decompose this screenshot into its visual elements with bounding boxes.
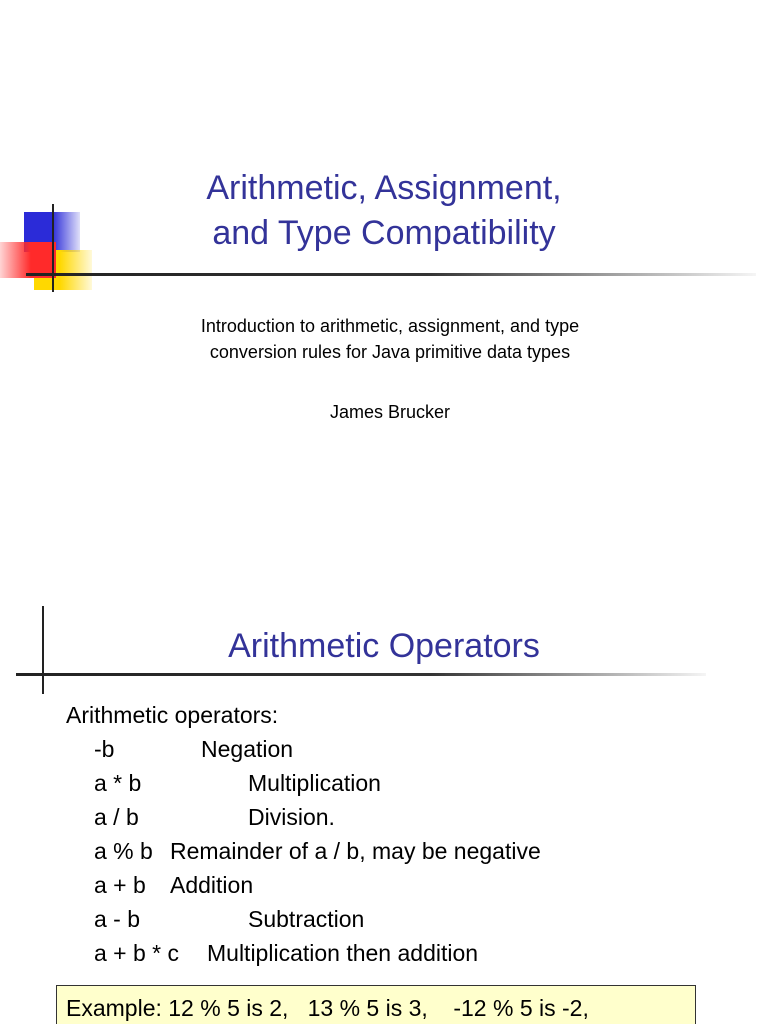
operator-expression: a + b (94, 872, 146, 898)
title-line-2: and Type Compatibility (212, 214, 556, 252)
operator-expression: a * b (94, 770, 142, 796)
arithmetic-operators-slide (0, 560, 768, 1024)
title-underline (16, 673, 706, 676)
subtitle-line-2: conversion rules for Java primitive data types (209, 342, 571, 362)
slide-title: Arithmetic Operators (228, 627, 540, 665)
author-name: James Brucker (329, 402, 451, 422)
title-line-1: Arithmetic, Assignment, (206, 169, 562, 207)
example-text: Example: 12 % 5 is 2, 13 % 5 is 3, -12 % 5 is -2, (66, 995, 589, 1021)
title-underline (26, 273, 756, 276)
slide-title (0, 166, 768, 256)
operator-description: Multiplication (248, 770, 381, 796)
subtitle-line-1: Introduction to arithmetic, assignment, and type (200, 316, 580, 336)
operator-description: Addition (170, 872, 254, 898)
operator-description: Remainder of a / b, may be negative (170, 838, 541, 864)
operator-description: Division. (248, 804, 335, 830)
operator-expression: a / b (94, 804, 139, 830)
operator-description: Subtraction (248, 906, 365, 932)
operator-expression: a + b * c (94, 940, 180, 966)
operator-description: Multiplication then addition (207, 940, 479, 966)
example-box (56, 985, 696, 1024)
operator-expression: a - b (94, 906, 141, 932)
operator-expression: a % b (94, 838, 153, 864)
operator-expression: -b (94, 736, 115, 762)
slide-subtitle (0, 313, 768, 365)
operator-description: Negation (201, 736, 294, 762)
operators-heading: Arithmetic operators: (66, 702, 279, 728)
